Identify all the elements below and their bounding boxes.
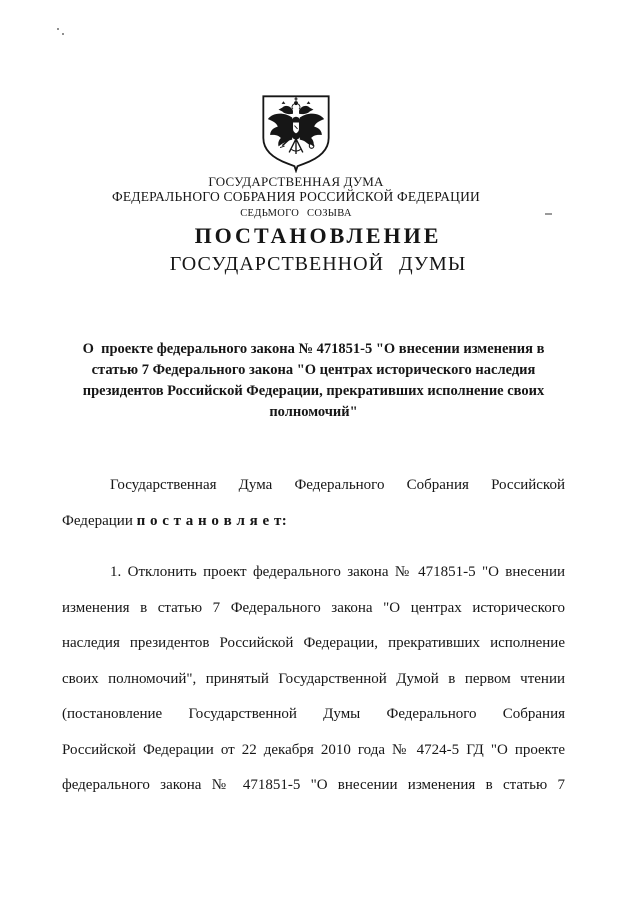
text-line: президентов Российской Федерации, прекративших исполнение своих <box>82 383 545 399</box>
text-line: своих полномочий", принятый Государственной Думой в первом чтении <box>62 670 565 687</box>
double-headed-eagle-icon <box>258 94 334 173</box>
preamble-line2 <box>62 504 565 540</box>
convocation-line: СЕДЬМОГО СОЗЫВА <box>240 208 352 219</box>
text-line: (постановление Государственной Думы Федерального Собрания <box>62 706 565 722</box>
text-line: полномочий" <box>269 404 358 420</box>
text-line: наследия президентов Российской Федерации, прекративших исполнение <box>62 635 565 651</box>
document-type-title: ПОСТАНОВЛЕНИЕ <box>194 223 442 248</box>
preamble <box>62 468 565 539</box>
preamble-line1: Государственная Дума Федерального Собрания Российской <box>110 477 565 493</box>
text-line: Российской Федерации от 22 декабря 2010 года № 4724-5 ГД "О проекте <box>62 741 565 758</box>
preamble-line2-prefix: Федерации <box>62 512 137 529</box>
clause-1 <box>62 555 565 804</box>
text-line: федерального закона № 471851-5 "О внесении изменения в статью 7 <box>62 777 565 793</box>
org-name-line1: ГОСУДАРСТВЕННАЯ ДУМА <box>208 174 384 189</box>
text-line: статью 7 Федерального закона "О центрах исторического наследия <box>91 362 536 378</box>
text-line: изменения в статью 7 Федерального закона "О центрах исторического <box>62 599 565 616</box>
coat-of-arms-emblem <box>258 94 334 178</box>
text-line: 1. Отклонить проект федерального закона № 471851-5 "О внесении <box>110 564 565 580</box>
text-line: О проекте федерального закона № 471851-5 "О внесении изменения в <box>82 341 545 357</box>
decree-verb: п о с т а н о в л я е т: <box>136 512 288 529</box>
scan-speck <box>62 33 64 35</box>
document-org-subtitle: ГОСУДАРСТВЕННОЙ ДУМЫ <box>169 253 467 275</box>
eagle-figure <box>268 97 324 154</box>
scan-speck <box>57 28 59 30</box>
document-type-block <box>22 222 614 277</box>
resolution-subject-title <box>62 339 565 423</box>
org-name-line2: ФЕДЕРАЛЬНОГО СОБРАНИЯ РОССИЙСКОЙ ФЕДЕРАЦИИ <box>112 189 480 204</box>
org-name-block <box>0 174 592 222</box>
